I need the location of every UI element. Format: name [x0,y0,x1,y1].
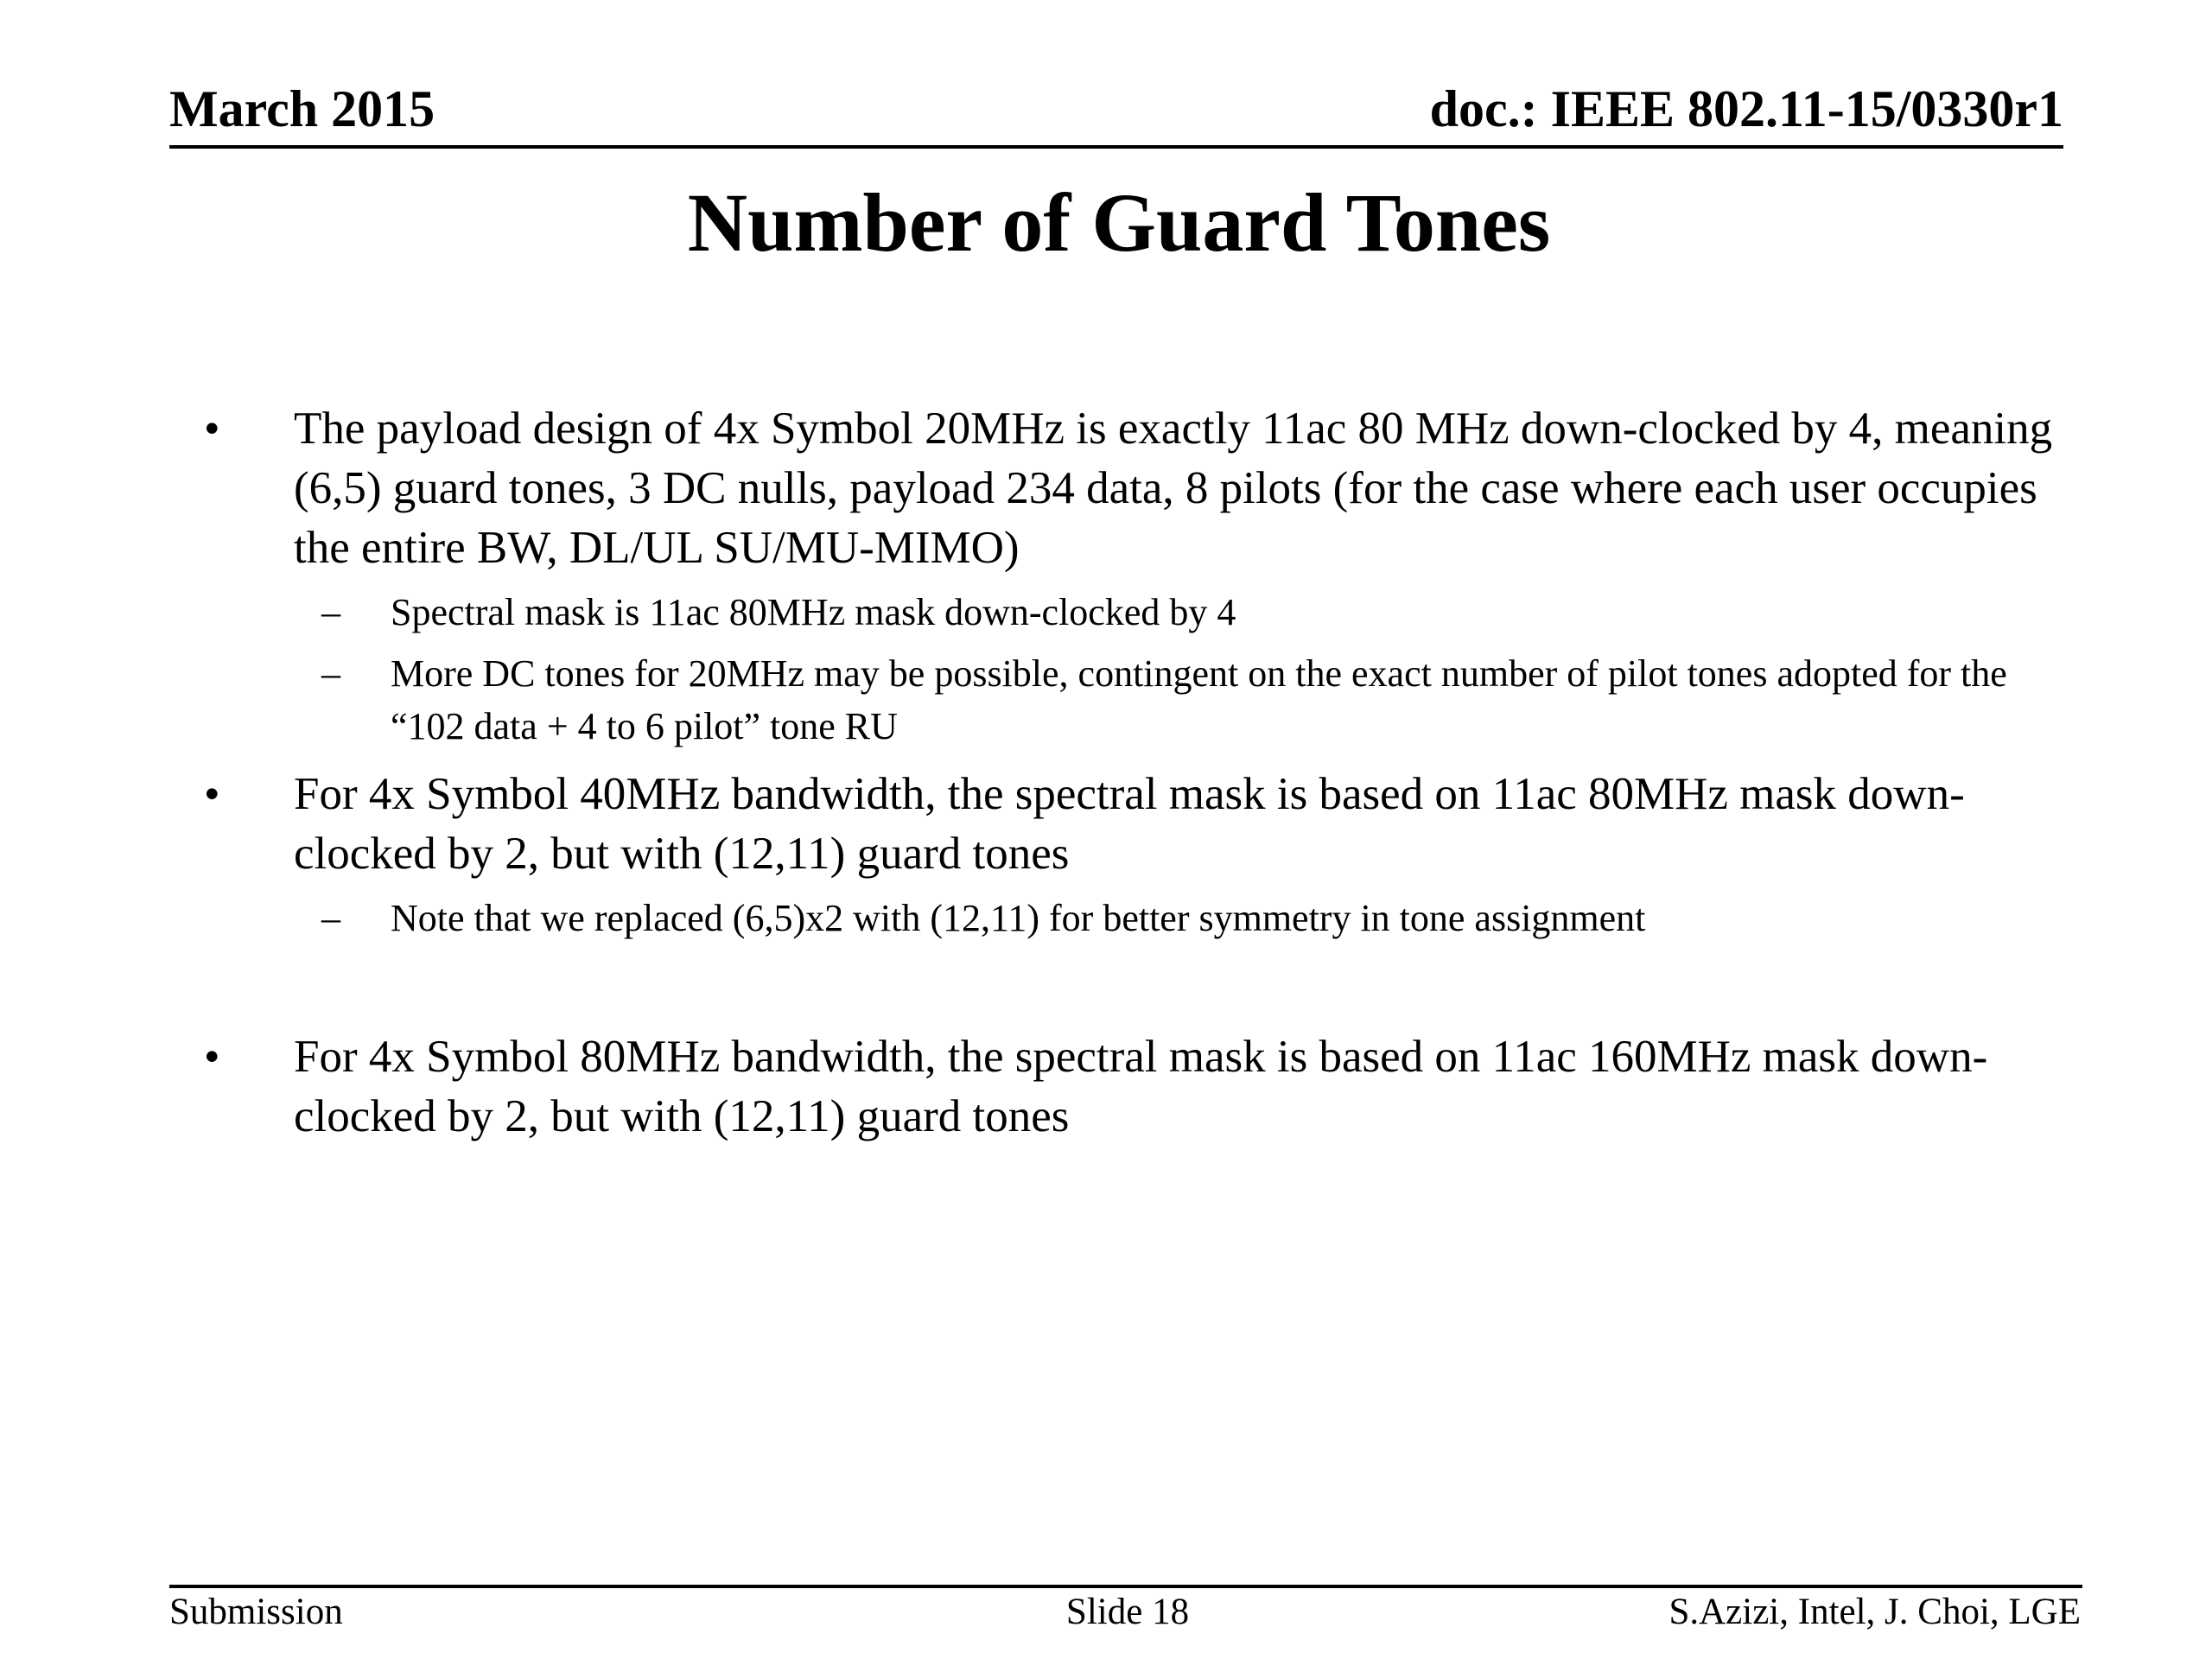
footer-slide-number: Slide 18 [1065,1592,1190,1632]
bullet-item-1 [204,399,2088,578]
sub-bullet-item-2-1 [204,892,2088,944]
dash-glyph: – [321,897,340,939]
bullet-glyph: • [204,1032,220,1082]
header-doc-id: doc.: IEEE 802.11-15/0330r1 [1429,80,2063,137]
bullet-item-2 [204,765,2088,884]
footer-submission: Submission [169,1592,343,1632]
footer-authors: S.Azizi, Intel, J. Choi, LGE [1669,1592,2081,1632]
slide-title: Number of Guard Tones [687,176,1551,269]
bullet-glyph: • [204,769,220,819]
sub-bullet-item-1-1 [204,586,2088,639]
bullet-item-3 [204,1027,2088,1147]
header-divider [169,145,2063,149]
header-date: March 2015 [169,80,435,137]
dash-glyph: – [321,591,340,633]
sub-bullet-text: More DC tones for 20MHz may be possible, contingent on the exact number of pilot tones adopted for the “102 data + 4 to 6 pilot” tone RU [391,652,2007,747]
bullet-text: For 4x Symbol 40MHz bandwidth, the spectral mask is based on 11ac 80MHz mask down-clocked by 2, but with (12,11) guard tones [294,769,1965,879]
bullet-text: For 4x Symbol 80MHz bandwidth, the spectral mask is based on 11ac 160MHz mask down-clocked by 2, but with (12,11) guard tones [294,1032,1988,1141]
sub-bullet-text: Note that we replaced (6,5)x2 with (12,11) for better symmetry in tone assignment [391,897,1646,939]
footer-divider [169,1585,2082,1588]
sub-bullet-item-1-2 [204,647,2088,753]
sub-bullet-text: Spectral mask is 11ac 80MHz mask down-clocked by 4 [391,591,1236,633]
bullet-glyph: • [204,404,220,454]
dash-glyph: – [321,652,340,695]
bullet-text: The payload design of 4x Symbol 20MHz is exactly 11ac 80 MHz down-clocked by 4, meaning (6,5) guard tones, 3 DC nulls, payload 234 data, 8 pilots (for the case where each user occupies the entire BW, DL/UL SU/MU-MIMO) [294,404,2053,573]
slide-body [204,399,2088,1147]
